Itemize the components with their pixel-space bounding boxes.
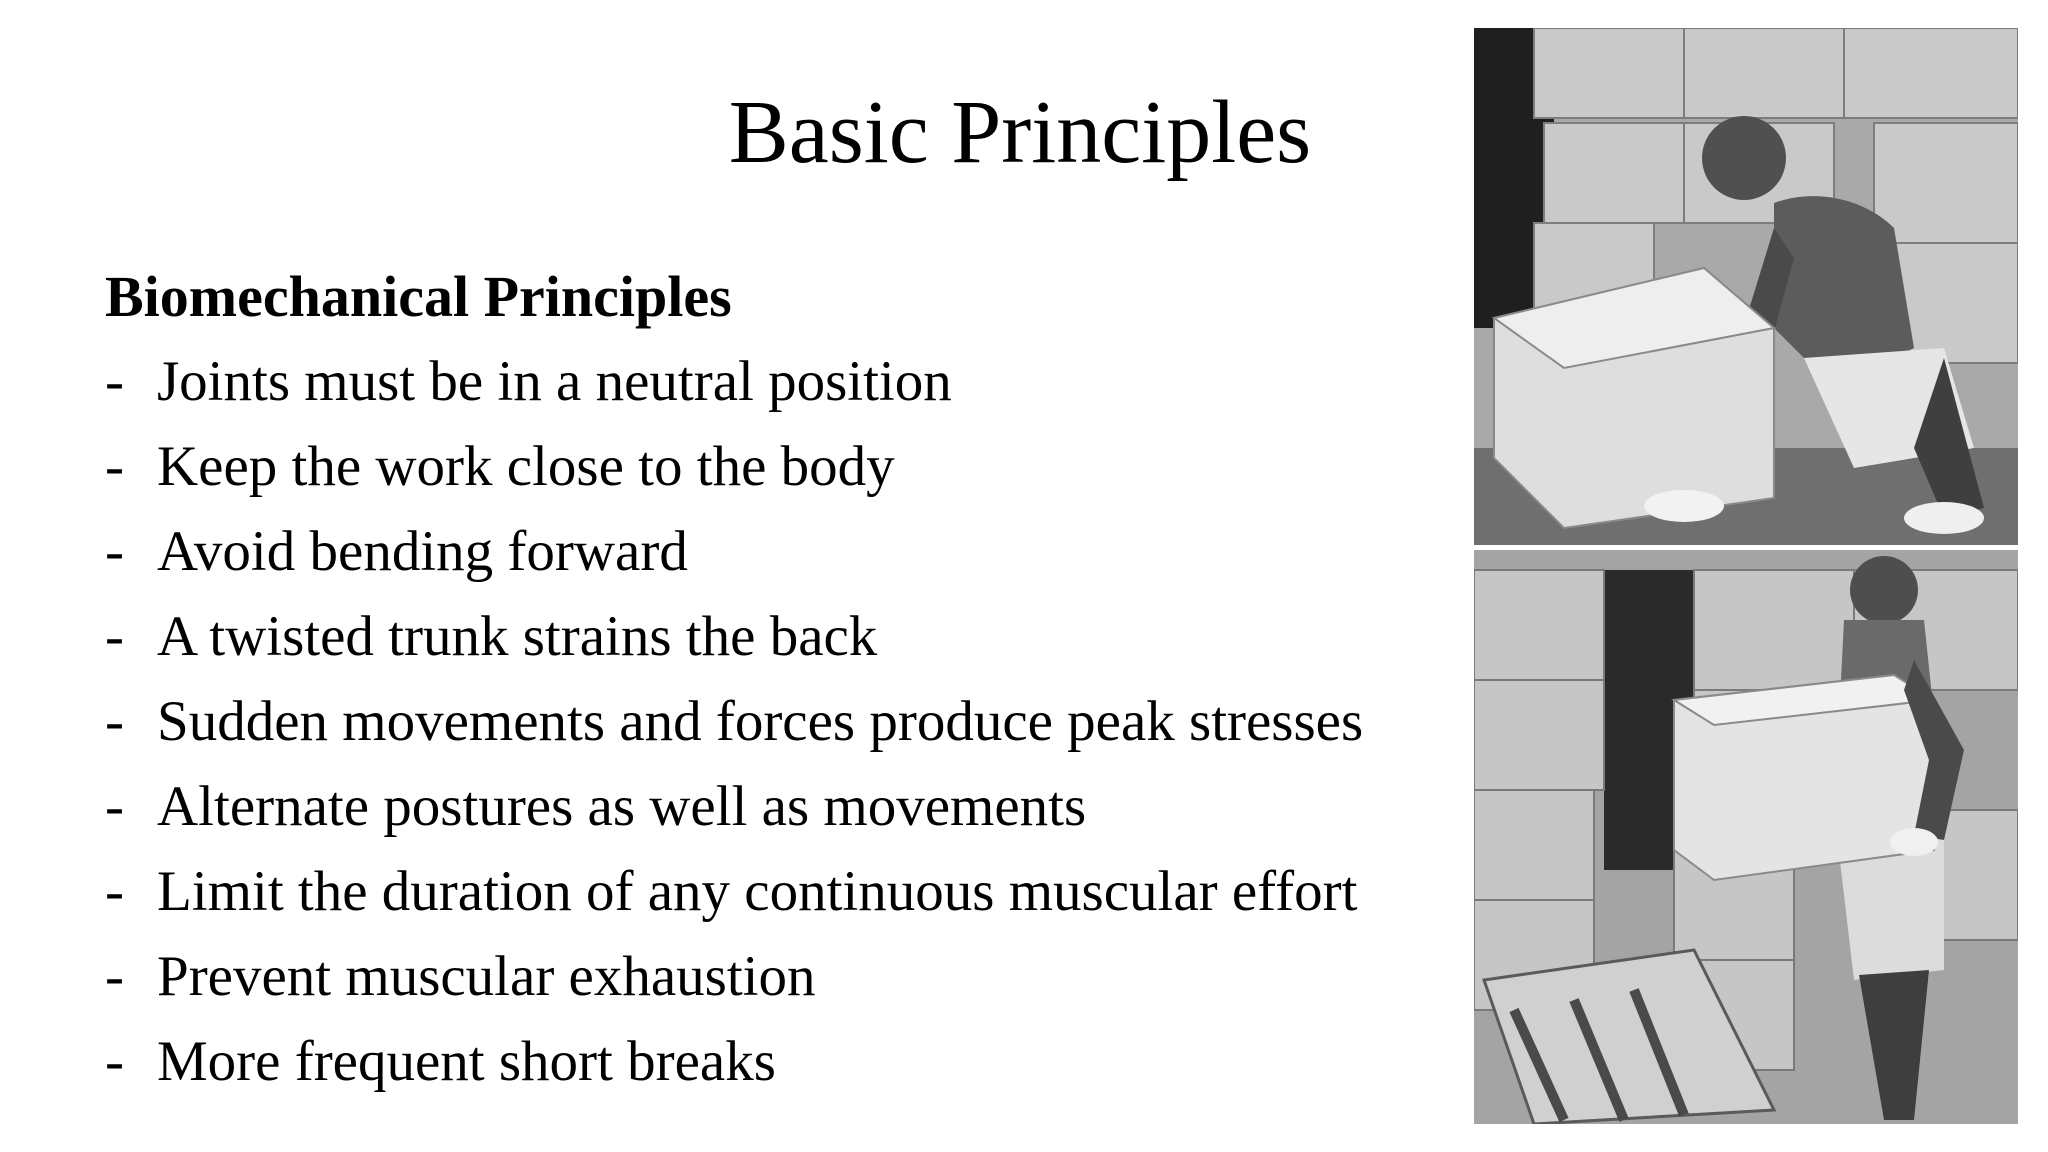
photo-squat-lift: [1474, 28, 2018, 545]
slide-body: [105, 262, 1475, 1112]
slide-title: Basic Principles: [728, 83, 1312, 182]
bullet-dash: -: [105, 435, 124, 498]
bullet-item: [105, 347, 1475, 432]
bullet-text: More frequent short breaks: [157, 1030, 776, 1093]
bullet-text: Avoid bending forward: [157, 520, 688, 583]
bullet-text: Joints must be in a neutral position: [157, 350, 952, 413]
bullet-text: Alternate postures as well as movements: [157, 775, 1087, 838]
bullet-dash: -: [105, 1030, 124, 1093]
bullet-dash: -: [105, 945, 124, 1008]
photo-carry-box: [1474, 550, 2018, 1124]
bullet-list: [105, 347, 1475, 1112]
bullet-text: Sudden movements and forces produce peak stresses: [157, 690, 1364, 753]
carry-box-illustration: [1474, 550, 2018, 1124]
bullet-dash: -: [105, 605, 124, 668]
bullet-item: [105, 432, 1475, 517]
bullet-item: [105, 602, 1475, 687]
bullet-item: [105, 942, 1475, 1027]
bullet-item: [105, 857, 1475, 942]
slide-subtitle: Biomechanical Principles: [105, 264, 732, 329]
bullet-item: [105, 517, 1475, 602]
bullet-dash: -: [105, 690, 124, 753]
bullet-dash: -: [105, 520, 124, 583]
bullet-text: Limit the duration of any continuous muscular effort: [157, 860, 1358, 923]
bullet-dash: -: [105, 860, 124, 923]
bullet-item: [105, 1027, 1475, 1112]
bullet-text: Keep the work close to the body: [157, 435, 895, 498]
bullet-text: A twisted trunk strains the back: [157, 605, 878, 668]
bullet-dash: -: [105, 775, 124, 838]
bullet-text: Prevent muscular exhaustion: [157, 945, 816, 1008]
squat-lift-illustration: [1474, 28, 2018, 545]
bullet-dash: -: [105, 350, 124, 413]
bullet-item: [105, 687, 1475, 772]
bullet-item: [105, 772, 1475, 857]
